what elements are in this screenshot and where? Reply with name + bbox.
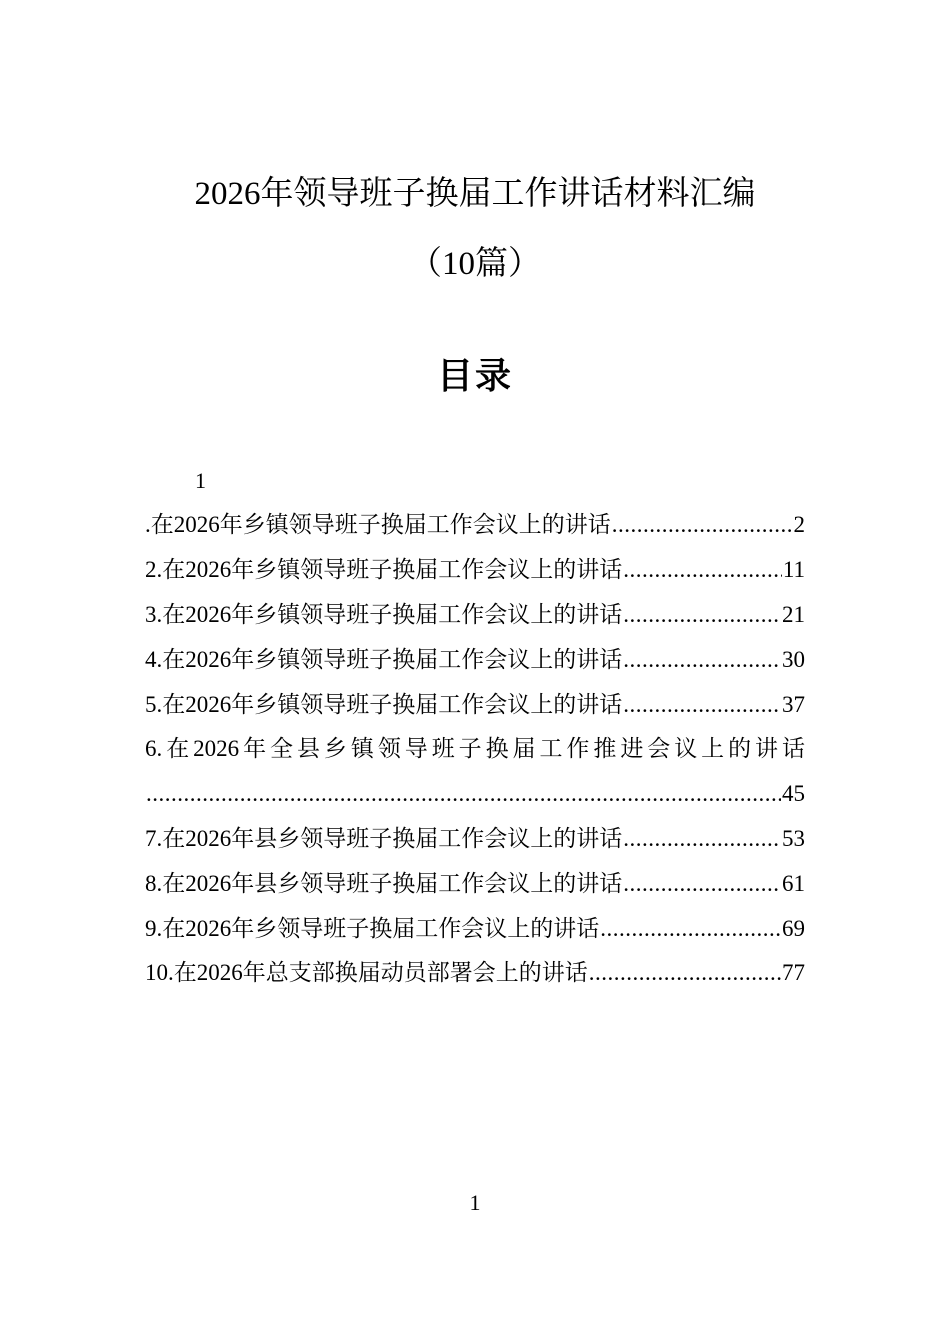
toc-entry-page: 53 [782, 826, 805, 851]
toc-entry-page: 77 [782, 960, 805, 985]
toc-entry-page: 21 [782, 602, 805, 627]
toc-entry-1[interactable] [145, 507, 805, 543]
toc-entry-title: 3.在2026年乡镇领导班子换届工作会议上的讲话 [145, 602, 623, 627]
toc-leader-dots [612, 507, 793, 543]
toc-entry-title: 9.在2026年乡领导班子换届工作会议上的讲话 [145, 916, 600, 941]
toc-leader-dots [623, 642, 781, 678]
document-title: 2026年领导班子换届工作讲话材料汇编 [194, 176, 756, 212]
toc-entry-10[interactable] [145, 955, 805, 991]
toc-entry-4[interactable] [145, 642, 805, 678]
toc-heading: 目录 [436, 356, 513, 396]
toc-entry-page: 45 [782, 781, 805, 806]
toc-leader-dots [623, 687, 781, 723]
toc-entry-6-leader[interactable] [145, 776, 805, 812]
toc-entry-title: 10.在2026年总支部换届动员部署会上的讲话 [145, 960, 588, 985]
toc-leader-dots [146, 776, 781, 812]
document-subtitle: （10篇） [409, 246, 541, 282]
toc-entry-title: 4.在2026年乡镇领导班子换届工作会议上的讲话 [145, 647, 623, 672]
toc-leader-dots [623, 597, 781, 633]
toc-entry-title: 8.在2026年县乡领导班子换届工作会议上的讲话 [145, 871, 623, 896]
toc-entry-8[interactable] [145, 866, 805, 902]
toc-entry-page: 69 [782, 916, 805, 941]
toc-entry-page: 61 [782, 871, 805, 896]
toc-entry-title: 2.在2026年乡镇领导班子换届工作会议上的讲话 [145, 557, 623, 582]
toc-entry-6-title[interactable]: 6.在2026年全县乡镇领导班子换届工作推进会议上的讲话 [145, 736, 805, 761]
toc-entry-9[interactable] [145, 911, 805, 947]
toc-leader-dots [589, 955, 781, 991]
toc-entry-page: 37 [782, 692, 805, 717]
toc-entry-title: 7.在2026年县乡领导班子换届工作会议上的讲话 [145, 826, 623, 851]
toc-entry-title: .在2026年乡镇领导班子换届工作会议上的讲话 [145, 512, 611, 537]
toc-lead-number: 1 [195, 468, 206, 493]
toc-entry-page: 2 [793, 512, 805, 537]
toc-entry-page: 30 [782, 647, 805, 672]
toc-entry-2[interactable] [145, 552, 805, 588]
toc-leader-dots [600, 911, 781, 947]
toc-entry-page: 11 [782, 557, 805, 582]
toc-entry-title: 5.在2026年乡镇领导班子换届工作会议上的讲话 [145, 692, 623, 717]
toc-leader-dots [623, 821, 781, 857]
toc-entry-7[interactable] [145, 821, 805, 857]
toc-leader-dots [623, 866, 781, 902]
toc-entry-3[interactable] [145, 597, 805, 633]
toc-leader-dots [623, 552, 782, 588]
toc-entry-5[interactable] [145, 687, 805, 723]
page-number: 1 [469, 1190, 481, 1215]
